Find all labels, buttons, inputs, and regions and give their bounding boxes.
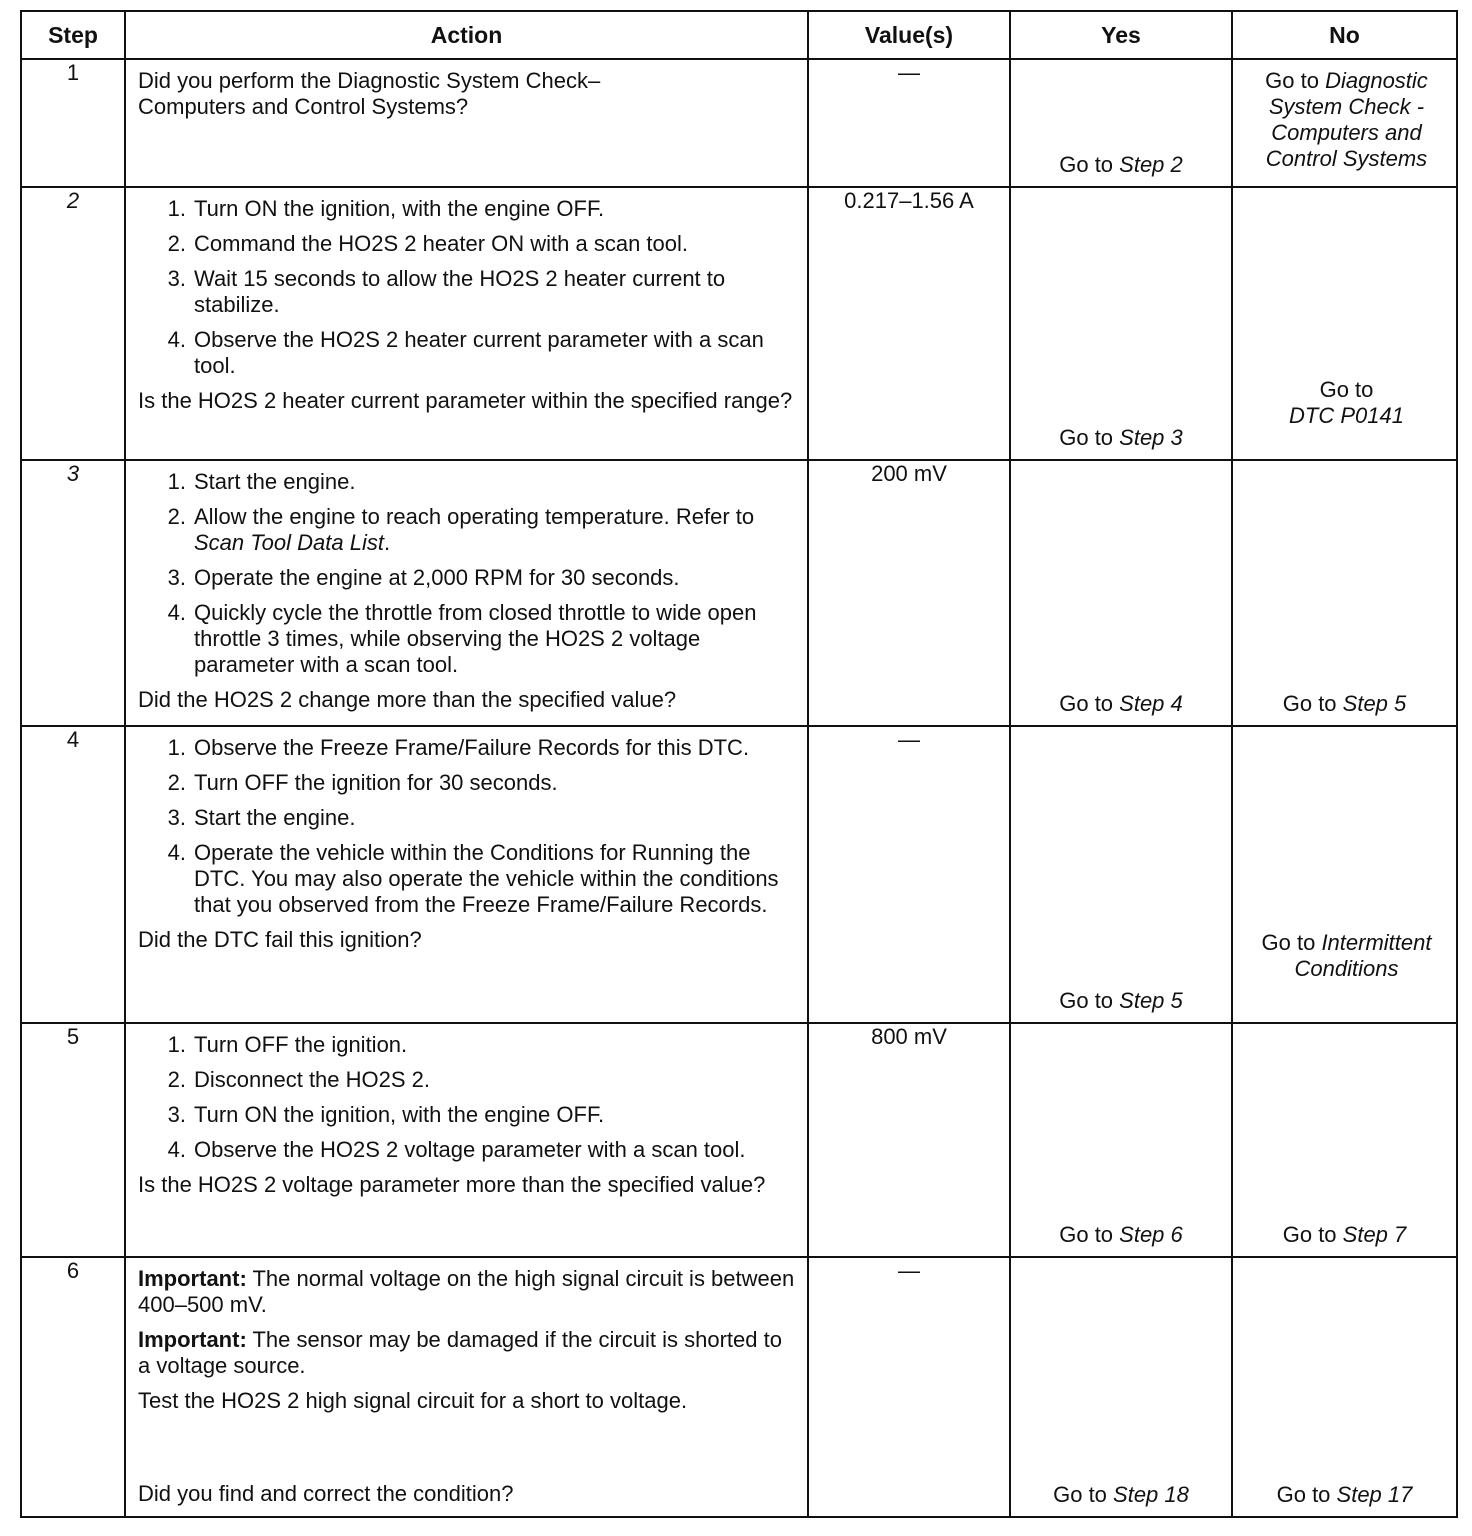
action-line: Computers and Control Systems bbox=[138, 94, 456, 119]
action-cell bbox=[125, 1023, 808, 1257]
goto-ref: Step 4 bbox=[1119, 691, 1183, 716]
header-value: Value(s) bbox=[808, 11, 1010, 59]
header-no: No bbox=[1232, 11, 1457, 59]
step-number: 6 bbox=[21, 1257, 125, 1517]
procedure-item: 2. Command the HO2S 2 heater ON with a scan tool. bbox=[167, 231, 689, 256]
header-action: Action bbox=[125, 11, 808, 59]
action-line: Did you perform the Diagnostic System Check– bbox=[138, 68, 601, 93]
table-row bbox=[21, 187, 1457, 460]
goto-ref: Step 2 bbox=[1119, 152, 1183, 177]
header-step: Step bbox=[21, 11, 125, 59]
yes-cell bbox=[1010, 1023, 1232, 1257]
goto-prefix: Go to bbox=[1053, 1482, 1114, 1507]
table-row bbox=[21, 460, 1457, 726]
value-text: — bbox=[898, 727, 920, 752]
question-text: Is the HO2S 2 heater current parameter within the specified range? bbox=[138, 388, 793, 413]
no-cell bbox=[1232, 726, 1457, 1023]
goto-prefix: Go to bbox=[1059, 691, 1120, 716]
value-cell bbox=[808, 1023, 1010, 1257]
header-yes: Yes bbox=[1010, 11, 1232, 59]
value-cell bbox=[808, 726, 1010, 1023]
value-text: 200 mV bbox=[871, 461, 947, 486]
action-cell bbox=[125, 59, 808, 187]
goto-prefix: Go to bbox=[1265, 68, 1326, 93]
important-note: Important: The normal voltage on the high signal circuit is between 400–500 mV. bbox=[138, 1266, 795, 1317]
procedure-item: 4. Quickly cycle the throttle from closed throttle to wide open throttle 3 times, while observing the HO2S 2 voltage parameter with a scan tool. bbox=[167, 600, 757, 677]
spacer bbox=[138, 1423, 797, 1481]
question-text: Did the DTC fail this ignition? bbox=[138, 927, 422, 952]
procedure-list bbox=[138, 469, 797, 678]
no-cell bbox=[1232, 187, 1457, 460]
yes-goto[interactable] bbox=[1011, 1482, 1231, 1508]
value-cell bbox=[808, 460, 1010, 726]
table-row bbox=[21, 59, 1457, 187]
goto-ref: Step 18 bbox=[1113, 1482, 1189, 1507]
goto-prefix: Go to bbox=[1319, 377, 1374, 402]
yes-goto[interactable] bbox=[1011, 152, 1231, 178]
procedure-item: 2. Turn OFF the ignition for 30 seconds. bbox=[167, 770, 558, 795]
no-goto[interactable] bbox=[1243, 68, 1450, 172]
no-cell bbox=[1232, 1023, 1457, 1257]
goto-ref: Step 5 bbox=[1342, 691, 1407, 716]
goto-ref: DTC P0141 bbox=[1289, 403, 1404, 428]
no-cell bbox=[1232, 59, 1457, 187]
diagnostic-table bbox=[20, 10, 1458, 1518]
procedure-item: 4. Observe the HO2S 2 voltage parameter with a scan tool. bbox=[167, 1137, 746, 1162]
procedure-item: 3. Wait 15 seconds to allow the HO2S 2 heater current to stabilize. bbox=[167, 266, 726, 317]
value-cell bbox=[808, 187, 1010, 460]
step-number: 1 bbox=[21, 59, 125, 187]
goto-prefix: Go to bbox=[1059, 425, 1120, 450]
value-cell bbox=[808, 59, 1010, 187]
goto-prefix: Go to bbox=[1059, 152, 1120, 177]
goto-prefix: Go to bbox=[1282, 1222, 1343, 1247]
goto-ref: Step 5 bbox=[1119, 988, 1183, 1013]
table-row bbox=[21, 726, 1457, 1023]
procedure-list bbox=[138, 196, 797, 379]
yes-goto[interactable] bbox=[1011, 1222, 1231, 1248]
important-label: Important: bbox=[138, 1266, 247, 1291]
question-text: Did the HO2S 2 change more than the specified value? bbox=[138, 687, 677, 712]
question-text: Is the HO2S 2 voltage parameter more than the specified value? bbox=[138, 1172, 766, 1197]
no-cell bbox=[1232, 1257, 1457, 1517]
procedure-item: 1. Observe the Freeze Frame/Failure Records for this DTC. bbox=[167, 735, 750, 760]
procedure-item: 2. Allow the engine to reach operating temperature. Refer to Scan Tool Data List. bbox=[167, 504, 755, 555]
diagnostic-page bbox=[20, 10, 1456, 1518]
yes-cell bbox=[1010, 187, 1232, 460]
yes-cell bbox=[1010, 726, 1232, 1023]
step-number: 5 bbox=[21, 1023, 125, 1257]
step-number: 2 bbox=[21, 187, 125, 460]
test-instruction: Test the HO2S 2 high signal circuit for a short to voltage. bbox=[138, 1388, 688, 1413]
action-line-end: ? bbox=[455, 94, 469, 119]
value-text: 0.217–1.56 A bbox=[844, 188, 974, 213]
yes-cell bbox=[1010, 460, 1232, 726]
question-text: Did you find and correct the condition? bbox=[138, 1481, 514, 1506]
action-cell bbox=[125, 187, 808, 460]
procedure-item: 1. Start the engine. bbox=[167, 469, 356, 494]
procedure-item: 1. Turn OFF the ignition. bbox=[167, 1032, 408, 1057]
step-number: 4 bbox=[21, 726, 125, 1023]
goto-ref: Diagnostic System Check - Computers and Control Systems bbox=[1265, 68, 1428, 171]
procedure-item: 4. Observe the HO2S 2 heater current parameter with a scan tool. bbox=[167, 327, 764, 378]
procedure-item: 1. Turn ON the ignition, with the engine OFF. bbox=[167, 196, 605, 221]
value-text: — bbox=[898, 1258, 920, 1283]
no-goto[interactable] bbox=[1233, 1222, 1456, 1248]
no-goto[interactable] bbox=[1243, 930, 1450, 982]
goto-prefix: Go to bbox=[1261, 930, 1322, 955]
table-row bbox=[21, 1257, 1457, 1517]
procedure-item: 3. Turn ON the ignition, with the engine OFF. bbox=[167, 1102, 605, 1127]
goto-ref: Step 6 bbox=[1119, 1222, 1183, 1247]
no-goto[interactable] bbox=[1233, 1482, 1456, 1508]
goto-ref: Step 7 bbox=[1342, 1222, 1407, 1247]
procedure-item: 3. Operate the engine at 2,000 RPM for 30 seconds. bbox=[167, 565, 680, 590]
important-label: Important: bbox=[138, 1327, 247, 1352]
procedure-list bbox=[138, 1032, 797, 1163]
goto-prefix: Go to bbox=[1282, 691, 1343, 716]
yes-goto[interactable] bbox=[1011, 988, 1231, 1014]
value-text: 800 mV bbox=[871, 1024, 947, 1049]
action-cell bbox=[125, 460, 808, 726]
value-cell bbox=[808, 1257, 1010, 1517]
yes-goto[interactable] bbox=[1011, 691, 1231, 717]
procedure-item: 2. Disconnect the HO2S 2. bbox=[167, 1067, 431, 1092]
value-text: — bbox=[898, 60, 920, 85]
goto-prefix: Go to bbox=[1059, 1222, 1120, 1247]
procedure-item: 4. Operate the vehicle within the Conditions for Running the DTC. You may also operate the vehicle within the conditions that you observed from the Freeze Frame/Failure Records. bbox=[167, 840, 779, 917]
goto-ref: Intermittent Conditions bbox=[1294, 930, 1432, 981]
goto-prefix: Go to bbox=[1276, 1482, 1337, 1507]
no-cell bbox=[1232, 460, 1457, 726]
no-goto[interactable] bbox=[1243, 377, 1450, 429]
action-text bbox=[138, 68, 797, 120]
goto-ref: Step 3 bbox=[1119, 425, 1183, 450]
reference-link[interactable]: Scan Tool Data List bbox=[194, 530, 384, 555]
table-row bbox=[21, 1023, 1457, 1257]
important-note: Important: The sensor may be damaged if the circuit is shorted to a voltage source. bbox=[138, 1327, 782, 1378]
yes-cell bbox=[1010, 59, 1232, 187]
procedure-list bbox=[138, 735, 797, 918]
no-goto[interactable] bbox=[1233, 691, 1456, 717]
action-cell bbox=[125, 1257, 808, 1517]
yes-goto[interactable] bbox=[1011, 425, 1231, 451]
procedure-item: 3. Start the engine. bbox=[167, 805, 356, 830]
step-number: 3 bbox=[21, 460, 125, 726]
goto-ref: Step 17 bbox=[1336, 1482, 1413, 1507]
header-row bbox=[21, 11, 1457, 59]
action-cell bbox=[125, 726, 808, 1023]
yes-cell bbox=[1010, 1257, 1232, 1517]
goto-prefix: Go to bbox=[1059, 988, 1120, 1013]
